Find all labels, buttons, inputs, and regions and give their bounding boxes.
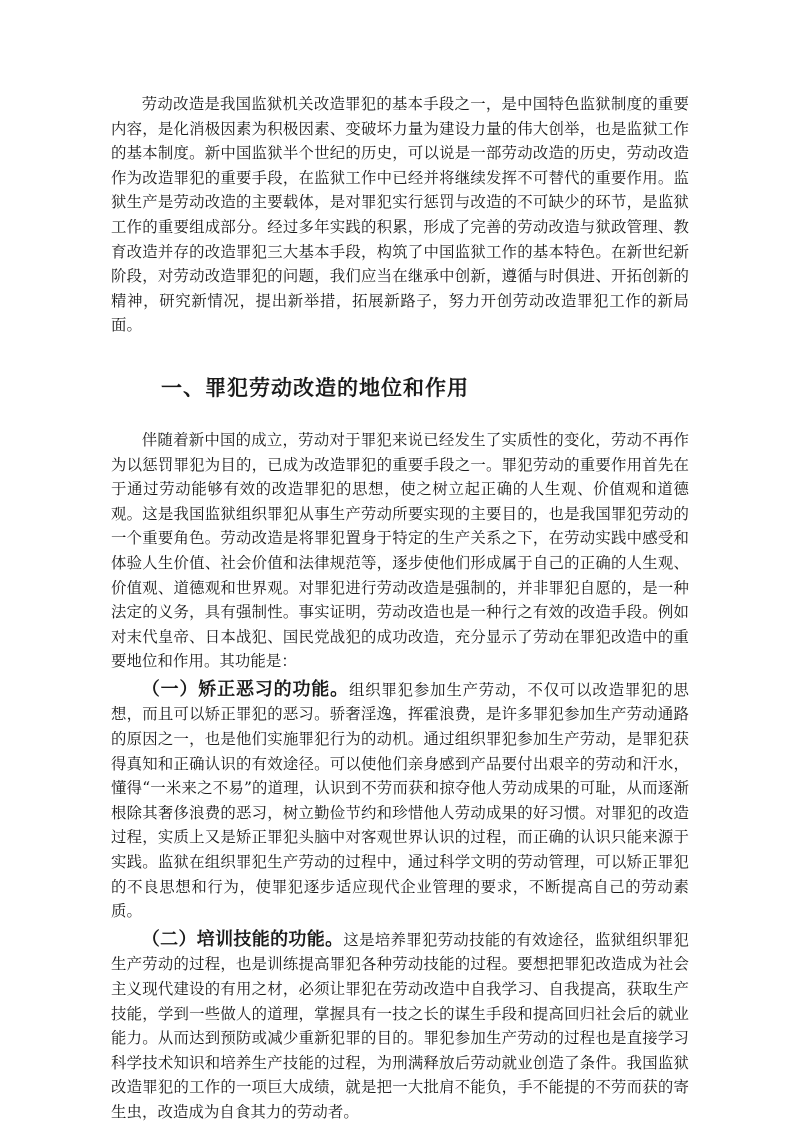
section-heading: 一、罪犯劳动改造的地位和作用: [161, 375, 469, 400]
subsection-2-paragraph: [111, 928, 689, 1125]
subsection-1-text: 组织罪犯参加生产劳动，不仅可以改造罪犯的思想，而且可以矫正罪犯的恶习。骄奢淫逸，挥霍浪费，是许多罪犯参加生产劳动通路的原因之一，也是他们实施罪犯行为的动机。通过组织罪犯参加生产劳动，是罪犯获得真知和正确认识的有效途径。可以使他们亲身感到产品要付出艰辛的劳动和汗水，懂得“一米来之不易”的道理，认识到不劳而获和掠夺他人劳动成果的可耻，从而逐渐根除其奢侈浪费的恶习，树立勤俭节约和珍惜他人劳动成果的好习惯。对罪犯的改造过程，实质上又是矫正罪犯头脑中对客观世界认识的过程，而正确的认识只能来源于实践。监狱在组织罪犯生产劳动的过程中，通过科学文明的劳动管理，可以矫正罪犯的不良思想和行为，使罪犯逐步适应现代企业管理的要求，不断提高自己的劳动素质。: [111, 680, 689, 921]
subsection-2-title: （二）培训技能的功能。: [141, 928, 344, 950]
subsection-1-paragraph: [111, 678, 689, 924]
subsection-2-text: 这是培养罪犯劳动技能的有效途径，监狱组织罪犯生产劳动的过程，也是训练提高罪犯各种劳动技能的过程。要想把罪犯改造成为社会主义现代建设的有用之材，必须让罪犯在劳动改造中自我学习、自我提高，获取生产技能，学到一些做人的道理，掌握具有一技之长的谋生手段和提高回归社会后的就业能力。从而达到预防或减少重新犯罪的目的。罪犯参加生产劳动的过程也是直接学习科学技术知识和培养生产技能的过程，为刑满释放后劳动就业创造了条件。我国监狱改造罪犯的工作的一项巨大成绩，就是把一大批肩不能负，手不能提的不劳而获的寄生虫，改造成为自食其力的劳动者。: [111, 930, 689, 1121]
section-paragraph: 伴随着新中国的成立，劳动对于罪犯来说已经发生了实质性的变化，劳动不再作为以惩罚罪犯为目的，已成为改造罪犯的重要手段之一。罪犯劳动的重要作用首先在于通过劳动能够有效的改造罪犯的思想，使之树立起正确的人生观、价值观和道德观。这是我国监狱组织罪犯从事生产劳动所要实现的主要目的，也是我国罪犯劳动的一个重要角色。劳动改造是将罪犯置身于特定的生产关系之下，在劳动实践中感受和体验人生价值、社会价值和法律规范等，逐步使他们形成属于自己的正确的人生观、价值观、道德观和世界观。对罪犯进行劳动改造是强制的，并非罪犯自愿的，是一种法定的义务，具有强制性。事实证明，劳动改造也是一种行之有效的改造手段。例如对末代皇帝、日本战犯、国民党战犯的成功改造，充分显示了劳动在罪犯改造中的重要地位和作用。其功能是：: [111, 430, 689, 671]
subsection-1-title: （一）矫正恶习的功能。: [141, 678, 349, 700]
intro-paragraph: 劳动改造是我国监狱机关改造罪犯的基本手段之一，是中国特色监狱制度的重要内容，是化消极因素为积极因素、变破坏力量为建设力量的伟大创举，也是监狱工作的基本制度。新中国监狱半个世纪的历史，可以说是一部劳动改造的历史，劳动改造作为改造罪犯的重要手段，在监狱工作中已经并将继续发挥不可替代的重要作用。监狱生产是劳动改造的主要载体，是对罪犯实行惩罚与改造的不可缺少的环节，是监狱工作的重要组成部分。经过多年实践的积累，形成了完善的劳动改造与狱政管理、教育改造并存的改造罪犯三大基本手段，构筑了中国监狱工作的基本特色。在新世纪新阶段，对劳动改造罪犯的问题，我们应当在继承中创新，遵循与时俱进、开拓创新的精神，研究新情况，提出新举措，拓展新路子，努力开创劳动改造罪犯工作的新局面。: [111, 95, 689, 335]
